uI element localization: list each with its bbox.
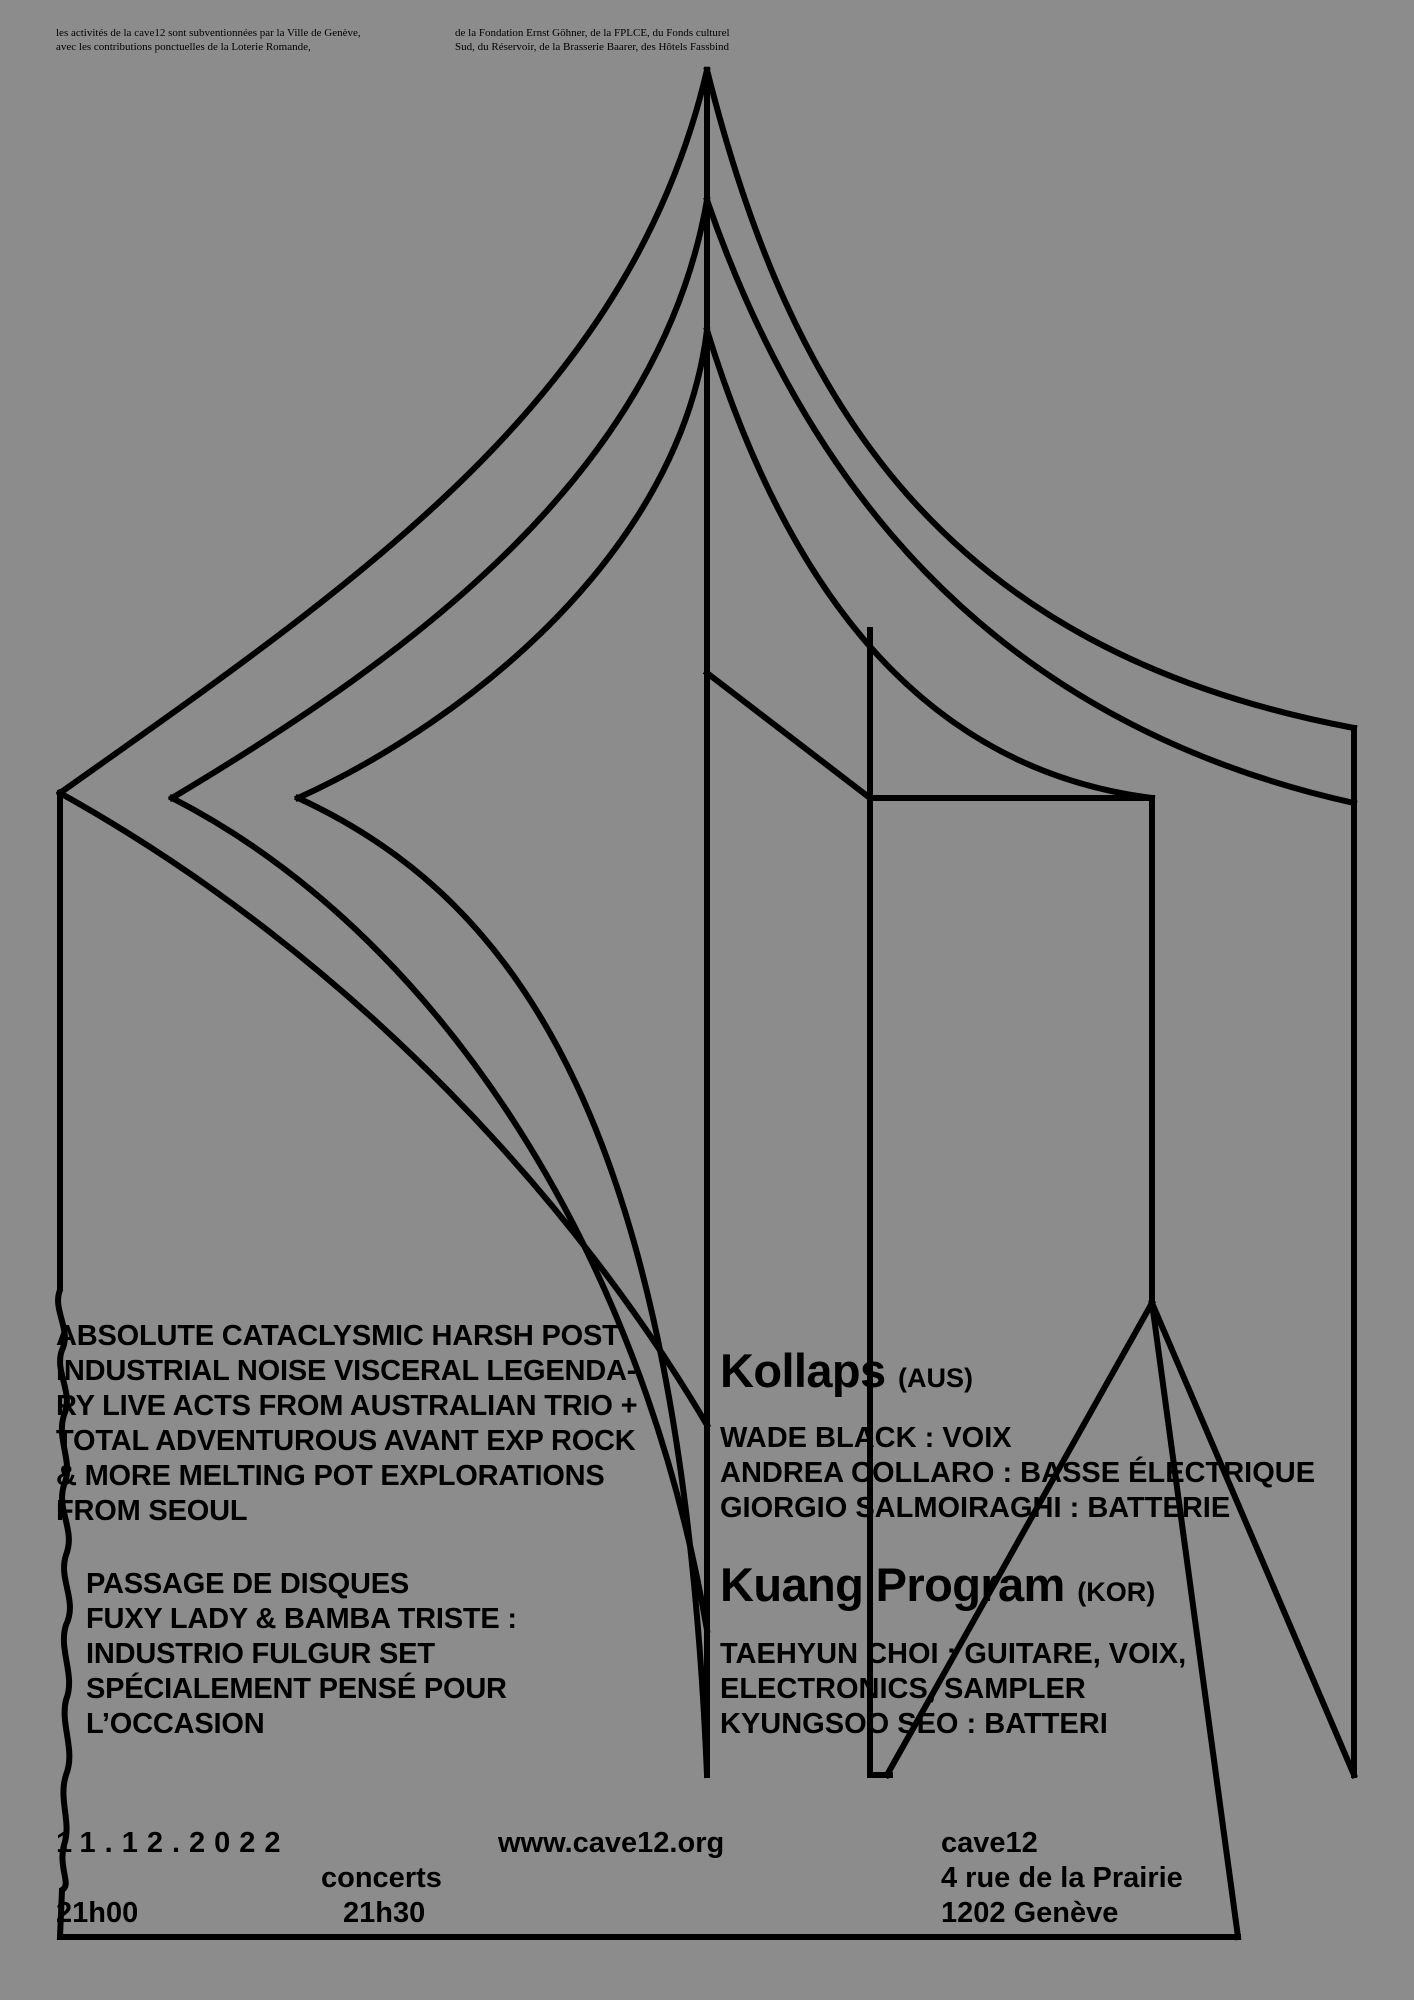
concerts-time: 21h30 [343,1897,426,1929]
concerts-label: concerts [321,1862,442,1894]
venue-city: 1202 Genève [941,1897,1119,1929]
band-1-name: Kollaps [720,1344,886,1397]
event-description: ABSOLUTE CATACLYSMIC HARSH POST INDUSTRIAL NOISE VISCERAL LEGENDA- RY LIVE ACTS FROM AUSTRALIAN TRIO + TOTAL ADVENTUROUS AVANT EXP ROCK & MORE MELTING POT EXPLORATIONS FROM SEOUL [56,1320,638,1527]
band-1-origin: (AUS) [898,1363,974,1393]
arch-outer-right [707,70,1354,728]
doors-time: 21h00 [56,1897,139,1929]
arch-inner-left [298,330,707,798]
band-2-origin: (KOR) [1077,1577,1156,1607]
band-name-1 [720,1344,973,1405]
venue-name: cave12 [941,1827,1038,1859]
event-date: 11.12.2022 [56,1827,290,1859]
band-2-members: TAEHYUN CHOI : GUITARE, VOIX, ELECTRONICS, SAMPLER KYUNGSOO SEO : BATTERI [720,1638,1187,1740]
credits-right: de la Fondation Ernst Göhner, de la FPLCE, du Fonds culturel Sud, du Réservoir, de la Brasserie Baarer, des Hôtels Fassbind [455,27,730,53]
diagonal-to-box [707,673,870,798]
dj-set-description: PASSAGE DE DISQUES FUXY LADY & BAMBA TRISTE : INDUSTRIO FULGUR SET SPÉCIALEMENT PENSÉ POUR L’OCCASION [86,1568,517,1740]
band-2-name: Kuang Program [720,1558,1065,1611]
band-name-2 [720,1558,1155,1619]
arch-middle-right [707,200,1354,803]
band-1-members: WADE BLACK : VOIX ANDREA COLLARO : BASSE ÉLECTRIQUE GIORGIO SALMOIRAGHI : BATTERIE [720,1422,1316,1524]
credits-left: les activités de la cave12 sont subventionnées par la Ville de Genève, avec les contributions ponctuelles de la Loterie Romande, [56,27,361,53]
venue-street: 4 rue de la Prairie [941,1862,1183,1894]
website-link[interactable]: www.cave12.org [498,1827,725,1859]
